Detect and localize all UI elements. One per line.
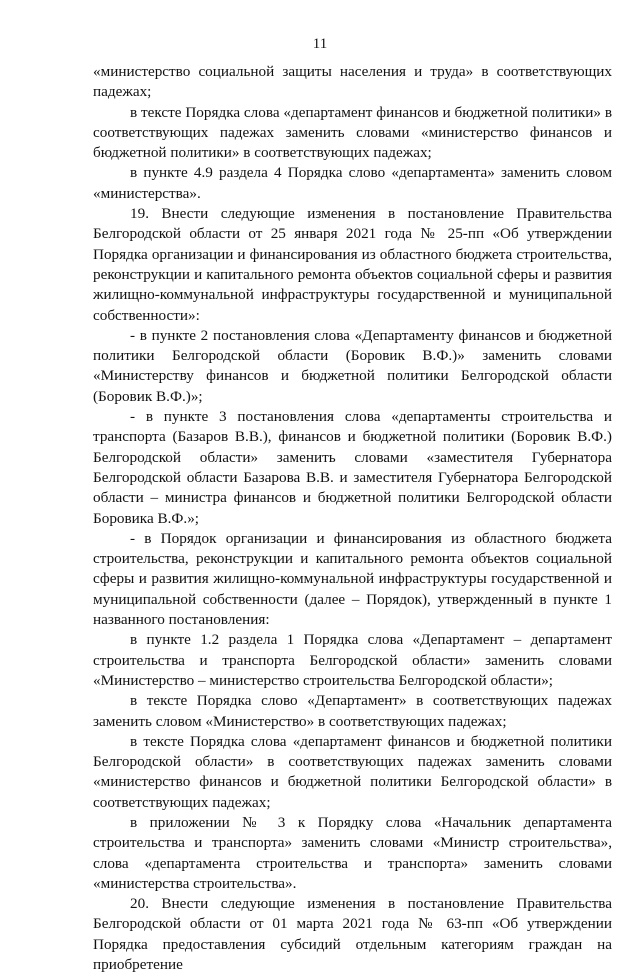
paragraph: в тексте Порядка слова «департамент финансов и бюджетной политики Белгородской области» в соответствующих падежах заменить словами «министерство финансов и бюджетной политики Белгородской области» в соответствующих падежах; [93, 732, 612, 811]
document-body [93, 62, 612, 975]
paragraph: 20. Внести следующие изменения в постановление Правительства Белгородской области от 01 марта 2021 года № 63-пп «Об утверждении Порядка предоставления субсидий отдельным категориям граждан на приобретение [93, 895, 612, 974]
paragraph: в приложении № 3 к Порядку слова «Начальник департамента строительства и транспорта» заменить словами «Министр строительства», слова «департамента строительства и транспорта» заменить словами «министерства строительства». [93, 813, 612, 892]
paragraph: в пункте 4.9 раздела 4 Порядка слово «департамента» заменить словом «министерства». [93, 164, 612, 202]
paragraph: - в пункте 2 постановления слова «Департаменту финансов и бюджетной политики Белгородской области (Боровик В.Ф.)» заменить словами «Министерству финансов и бюджетной политики Белгородской области (Боровик В.Ф.)»; [93, 326, 612, 405]
paragraph: - в пункте 3 постановления слова «департаменты строительства и транспорта (Базаров В.В.), финансов и бюджетной политики (Боровик В.Ф.) Белгородской области» заменить словами «заместителя Губернатора Белгородской области Базарова В.В. и заместителя Губернатора Белгородской области – министра финансов и бюджетной политики Белгородской области Боровика В.Ф.»; [93, 408, 612, 527]
paragraph: - в Порядок организации и финансирования из областного бюджета строительства, реконструкции и капитального ремонта объектов социальной сферы и развития жилищно-коммунальной инфраструктуры государственной и муниципальной собственности (далее – Порядок), утвержденный в пункте 1 названного постановления: [93, 529, 612, 629]
paragraph: в тексте Порядка слово «Департамент» в соответствующих падежах заменить словом «Министерство» в соответствующих падежах; [93, 692, 612, 730]
paragraph: 19. Внести следующие изменения в постановление Правительства Белгородской области от 25 января 2021 года № 25-пп «Об утверждении Порядка организации и финансирования из областного бюджета строительства, реконструкции и капитального ремонта объектов социальной сферы и развития жилищно-коммунальной инфраструктуры государственной и муниципальной собственности»: [93, 205, 612, 324]
paragraph: «министерство социальной защиты населения и труда» в соответствующих падежах; [93, 63, 612, 101]
page-number: 11 [312, 36, 328, 52]
paragraph: в тексте Порядка слова «департамент финансов и бюджетной политики» в соответствующих падежах заменить словами «министерство финансов и бюджетной политики» в соответствующих падежах; [93, 103, 612, 162]
paragraph: в пункте 1.2 раздела 1 Порядка слова «Департамент – департамент строительства и транспорта Белгородской области» заменить словами «Министерство – министерство строительства Белгородской области»; [93, 631, 612, 689]
